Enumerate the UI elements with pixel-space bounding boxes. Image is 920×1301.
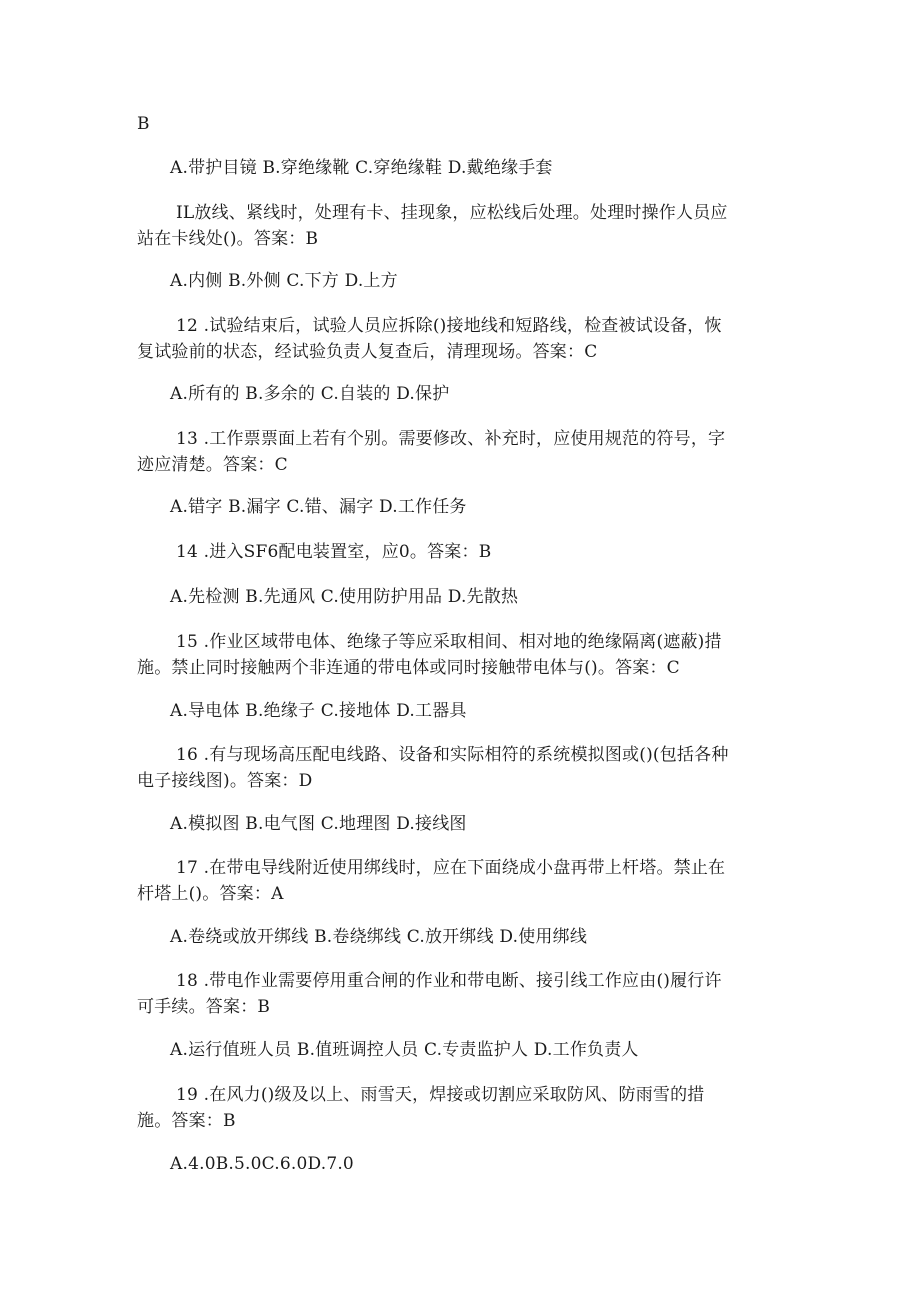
answer-line: B: [137, 114, 150, 134]
question-19-line-2: 施。答案：B: [137, 1111, 236, 1131]
question-16-line-2: 电子接线图)。答案：D: [137, 771, 313, 791]
question-12-line-2: 复试验前的状态，经试验负责人复查后，清理现场。答案：C: [137, 342, 598, 362]
options-14: A.先检测 B.先通风 C.使用防护用品 D.先散热: [170, 587, 519, 607]
options-13: A.错字 B.漏字 C.错、漏字 D.工作任务: [170, 497, 467, 517]
question-13-line-1: 13 .工作票票面上若有个别。需要修改、补充时，应使用规范的符号，字: [176, 429, 726, 449]
options-18: A.运行值班人员 B.值班调控人员 C.专责监护人 D.工作负责人: [170, 1040, 639, 1060]
question-11-line-2: 站在卡线处()。答案：B: [137, 229, 319, 249]
question-15-line-1: 15 .作业区域带电体、绝缘子等应采取相间、相对地的绝缘隔离(遮蔽)措: [176, 632, 722, 652]
question-16-line-1: 16 .有与现场高压配电线路、设备和实际相符的系统模拟图或()(包括各种: [176, 745, 729, 765]
question-15-line-2: 施。禁止同时接触两个非连通的带电体或同时接触带电体与()。答案：C: [137, 658, 680, 678]
options-17: A.卷绕或放开绑线 B.卷绕绑线 C.放开绑线 D.使用绑线: [170, 927, 588, 947]
options-line: A.带护目镜 B.穿绝缘靴 C.穿绝缘鞋 D.戴绝缘手套: [170, 158, 553, 178]
options-15: A.导电体 B.绝缘子 C.接地体 D.工器具: [170, 701, 467, 721]
question-18-line-1: 18 .带电作业需要停用重合闸的作业和带电断、接引线工作应由()履行许: [176, 971, 722, 991]
options-11: A.内侧 B.外侧 C.下方 D.上方: [170, 271, 398, 291]
question-14-line-1: 14 .进入SF6配电装置室，应0。答案：B: [176, 542, 492, 562]
options-16: A.模拟图 B.电气图 C.地理图 D.接线图: [170, 814, 467, 834]
question-17-line-2: 杆塔上()。答案：A: [137, 884, 284, 904]
options-12: A.所有的 B.多余的 C.自装的 D.保护: [170, 384, 450, 404]
question-17-line-1: 17 .在带电导线附近使用绑线时，应在下面绕成小盘再带上杆塔。禁止在: [176, 858, 726, 878]
question-19-line-1: 19 .在风力()级及以上、雨雪天，焊接或切割应采取防风、防雨雪的措: [176, 1085, 705, 1105]
question-11-line-1: IL放线、紧线时，处理有卡、挂现象，应松线后处理。处理时操作人员应: [176, 203, 728, 223]
options-19: A.4.0B.5.0C.6.0D.7.0: [170, 1154, 354, 1174]
question-13-line-2: 迹应清楚。答案：C: [137, 455, 288, 475]
question-18-line-2: 可手续。答案：B: [137, 997, 271, 1017]
question-12-line-1: 12 .试验结束后，试验人员应拆除()接地线和短路线，检查被试设备，恢: [176, 316, 722, 336]
